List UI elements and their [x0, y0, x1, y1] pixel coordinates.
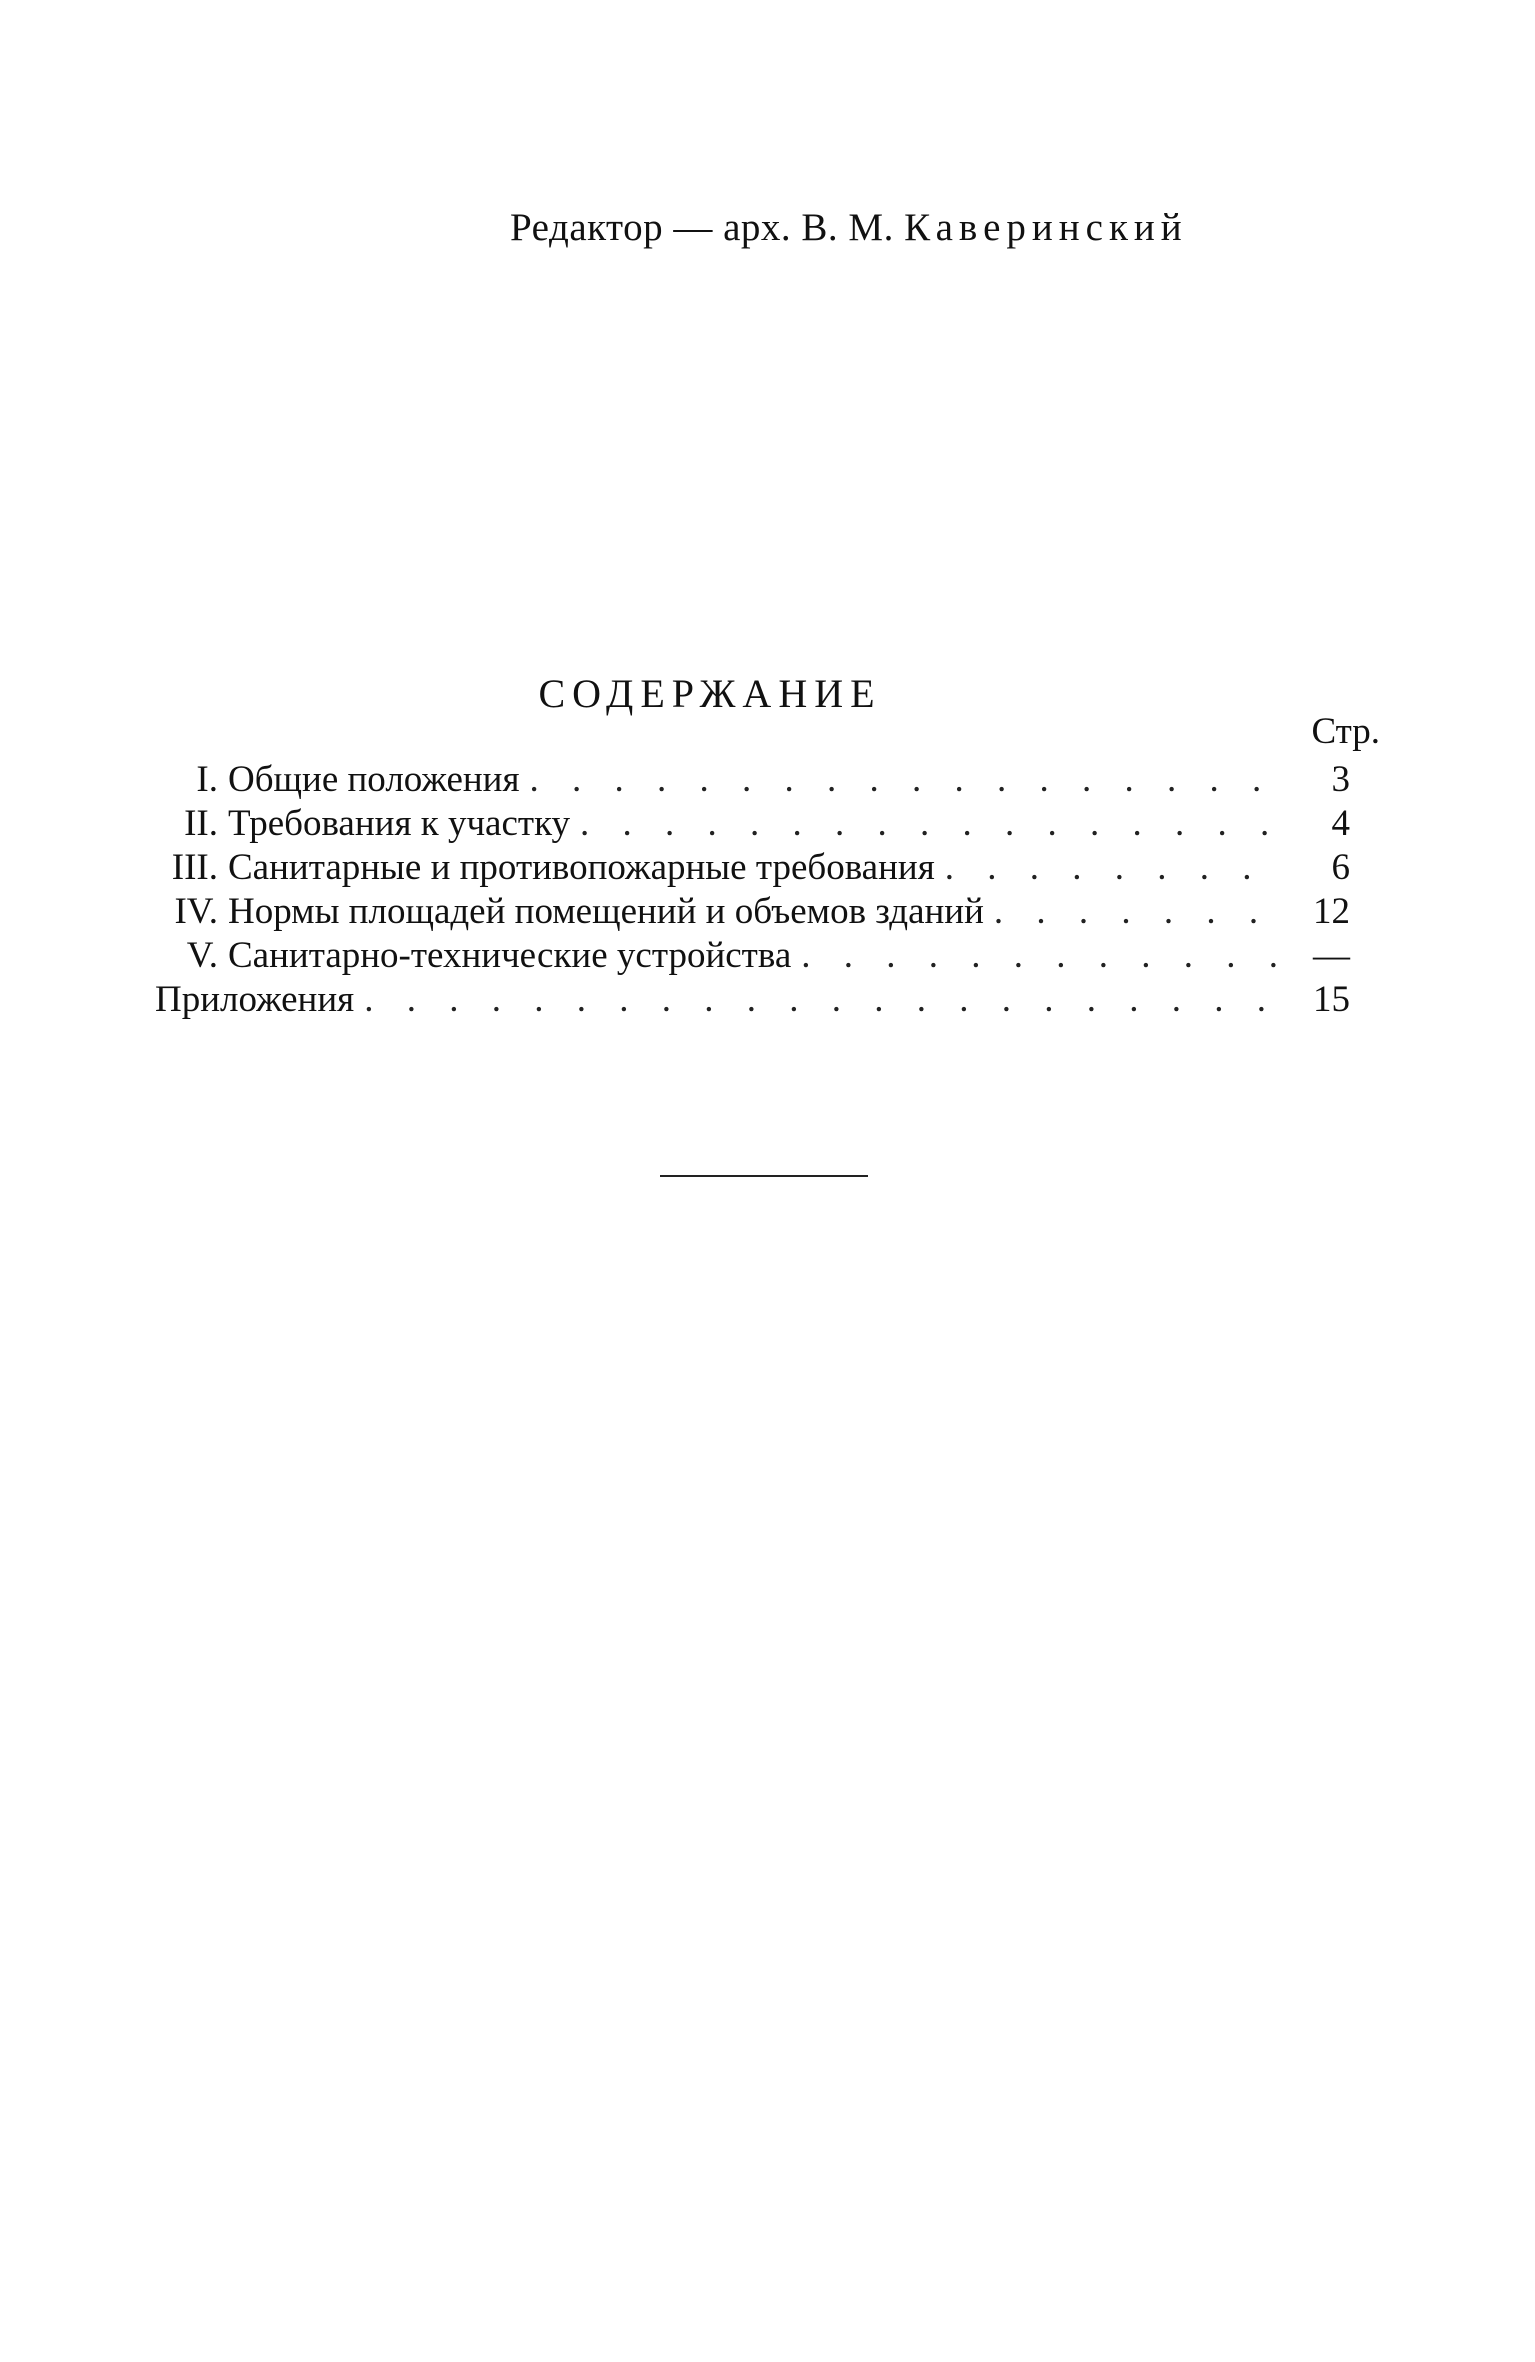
toc-leader-dots [364, 978, 1280, 1022]
toc-item-number: IV. [174, 891, 218, 932]
toc-item-number: I. [196, 759, 218, 800]
editor-name: Каверинский [904, 206, 1188, 249]
toc-item-page: 4 [1331, 803, 1350, 844]
toc-item-title: Приложения [155, 979, 355, 1020]
toc-item-number: III. [171, 847, 218, 888]
table-of-contents [155, 758, 1350, 1022]
toc-item-page: — [1313, 935, 1350, 976]
toc-item-title: Нормы площадей помещений и объемов зданий [228, 891, 984, 932]
toc-item-number: II. [184, 803, 218, 844]
toc-item-page: 12 [1313, 891, 1350, 932]
toc-heading: СОДЕРЖАНИЕ [538, 671, 882, 716]
toc-item-title: Санитарно-технические устройства [228, 935, 792, 976]
toc-item [155, 758, 1350, 802]
toc-item [155, 846, 1350, 890]
toc-leader-dots [801, 934, 1280, 978]
toc-leader-dots [994, 890, 1280, 934]
toc-item-page: 3 [1331, 759, 1350, 800]
toc-item [155, 890, 1350, 934]
toc-item-title: Требования к участку [228, 803, 571, 844]
page-column-label: Стр. [1311, 711, 1380, 752]
toc-leader-dots [945, 846, 1280, 890]
toc-item-title: Санитарные и противопожарные требования [228, 847, 935, 888]
end-divider [660, 1175, 868, 1177]
toc-item-page: 15 [1313, 979, 1350, 1020]
toc-item [155, 978, 1350, 1022]
toc-item-page: 6 [1331, 847, 1350, 888]
toc-leader-dots [529, 758, 1280, 802]
toc-item-number: V. [186, 935, 218, 976]
toc-leader-dots [580, 802, 1280, 846]
toc-item [155, 802, 1350, 846]
toc-item-title: Общие положения [228, 759, 520, 800]
editor-credit [510, 205, 1188, 250]
editor-credit-prefix: Редактор — арх. В. М. [510, 206, 894, 249]
toc-item [155, 934, 1350, 978]
